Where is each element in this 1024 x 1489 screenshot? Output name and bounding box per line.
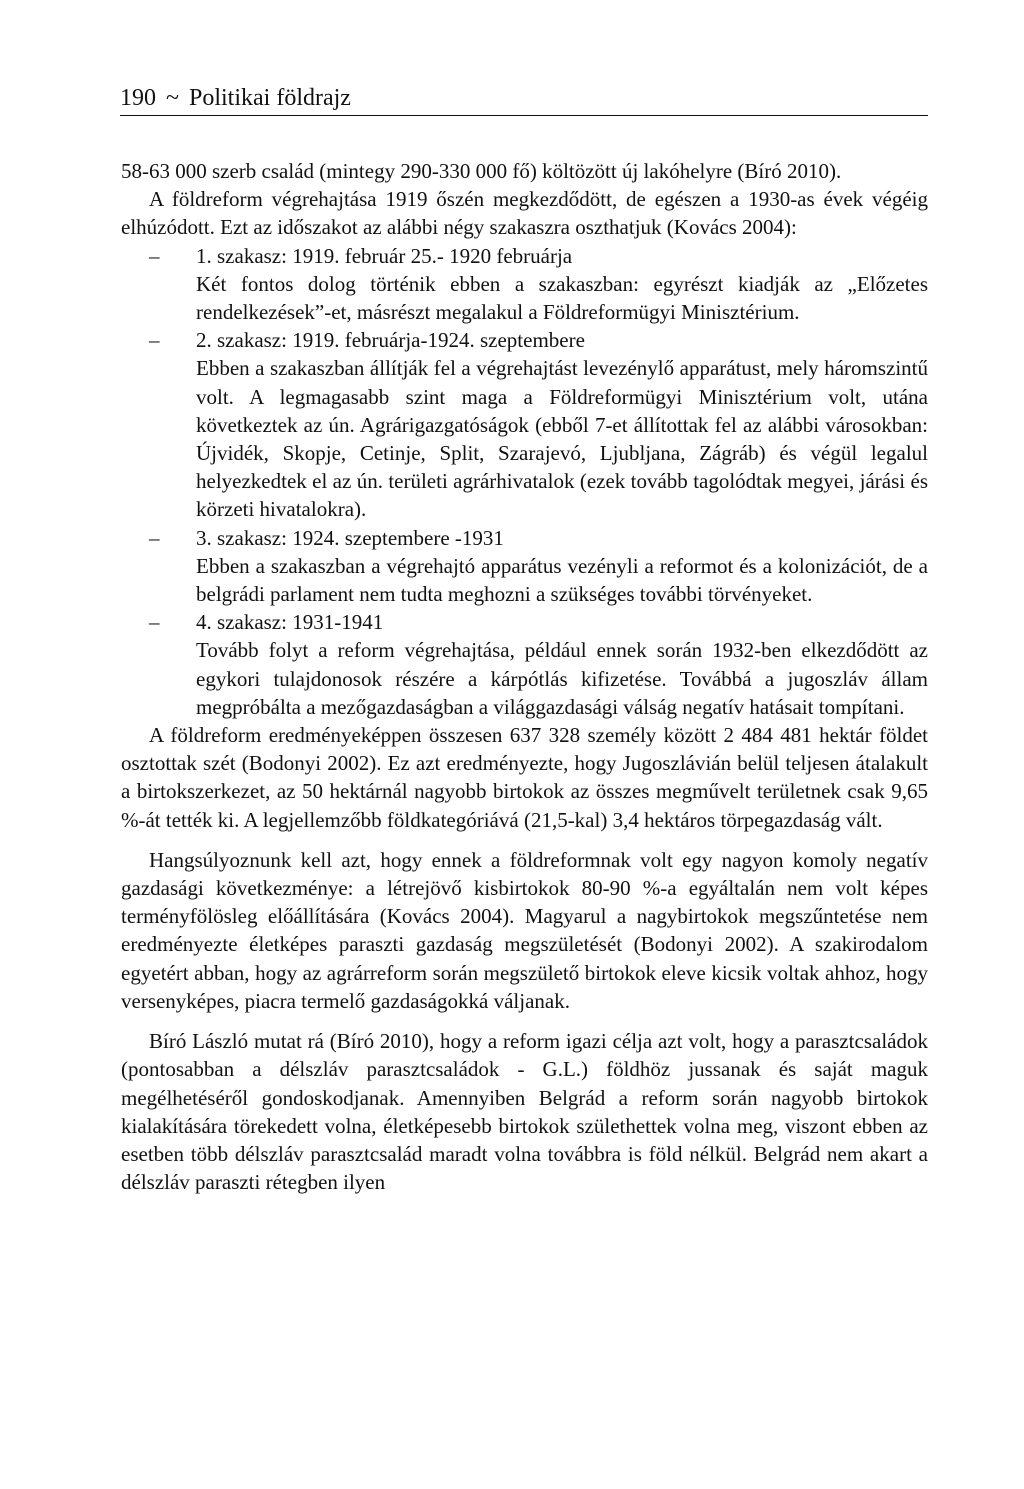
- stage-heading: [121, 524, 928, 552]
- intro-paragraph-land-reform: A földreform végrehajtása 1919 őszén megkezdődött, de egészen a 1930-as évek végéig elhúzódott. Ezt az időszakot az alábbi négy szakaszra oszthatjuk (Kovács 2004):: [121, 187, 928, 240]
- header-separator: ~: [166, 85, 179, 111]
- stage-description: Ebben a szakaszban a végrehajtó apparátus vezényli a reformot és a kolonizációt, de a belgrádi parlament nem tudta meghozni a szükséges további törvényeket.: [196, 553, 928, 607]
- paragraph-biro: Bíró László mutat rá (Bíró 2010), hogy a reform igazi célja azt volt, hogy a parasztcsaládok (pontosabban a délszláv parasztcsaládok - G.L.) földhöz jussanak és saját maguk megélhetéséről gondoskodjanak. Amennyiben Belgrád a reform során nagyobb birtokok kialakítására törekedett volna, életképesebb birtokok születhettek volna meg, viszont ebben az esetben több délszláv parasztcsalád maradt volna továbbra is föld nélkül. Belgrád nem akart a délszláv paraszti rétegben ilyen: [121, 1029, 928, 1195]
- page-number: 190: [120, 85, 156, 111]
- stage-heading: [121, 242, 928, 270]
- stage-description: Két fontos dolog történik ebben a szakaszban: egyrészt kiadják az „Előzetes rendelkezések”-et, másrészt megalakul a Földreformügyi Minisztérium.: [196, 271, 928, 325]
- stage-description: Ebben a szakaszban állítják fel a végrehajtást levezénylő apparátust, mely háromszintű volt. A legmagasabb szint maga a Földreformügyi Minisztérium volt, utána következtek az ún. Agrárigazgatóságok (ebből 7-et állítottak fel az alábbi városokban: Újvidék, Skopje, Cetinje, Split, Szarajevó, Ljubljana, Zágráb) és végül legalul helyezkedtek el az ún. területi agrárhivatalok (ezek tovább tagolódtak megyei, járási és körzeti hivatalokra).: [196, 356, 928, 522]
- running-title: Politikai földrajz: [188, 85, 351, 111]
- list-dash: –: [149, 525, 160, 550]
- list-dash: –: [149, 328, 160, 353]
- stage-heading: [121, 326, 928, 354]
- list-dash: –: [149, 243, 160, 268]
- stage-heading-text: 4. szakasz: 1931-1941: [196, 610, 384, 635]
- stage-description: Tovább folyt a reform végrehajtása, például ennek során 1932-ben elkezdődött az egykori tulajdonosok részére a kárpótlás kifizetése. Továbbá a jugoszláv állam megpróbálta a mezőgazdaságban a világgazdasági válság negatív hatásait tompítani.: [196, 638, 928, 719]
- paragraph-economic-consequence: Hangsúlyoznunk kell azt, hogy ennek a földreformnak volt egy nagyon komoly negatív gazdasági következménye: a létrejövő kisbirtokok 80-90 %-a egyáltalán nem volt képes terményfölösleg előállítására (Kovács 2004). Magyarul a nagybirtokok megszűntetése nem eredményezte életképes paraszti gazdaság megszületését (Bodonyi 2002). A szakirodalom egyetért abban, hogy az agrárreform során megszülető birtokok eleve kicsik voltak ahhoz, hogy versenyképes, piacra termelő gazdaságokká váljanak.: [121, 847, 928, 1013]
- stage-heading-text: 1. szakasz: 1919. február 25.- 1920 februárja: [196, 243, 573, 268]
- stage-heading: [121, 608, 928, 636]
- stage-heading-text: 2. szakasz: 1919. februárja-1924. szeptembere: [196, 328, 585, 353]
- stage-list: [121, 242, 928, 721]
- body-text: [121, 157, 928, 1196]
- list-dash: –: [149, 610, 160, 635]
- paragraph-gap: [121, 834, 928, 846]
- stage-item-3: [121, 524, 928, 609]
- running-header: [120, 83, 928, 116]
- intro-paragraph-continued: 58-63 000 szerb család (mintegy 290-330 000 fő) költözött új lakóhelyre (Bíró 2010).: [121, 159, 842, 183]
- paragraph-gap: [121, 1015, 928, 1027]
- stage-heading-text: 3. szakasz: 1924. szeptembere -1931: [196, 525, 504, 550]
- stage-item-4: [121, 608, 928, 721]
- paragraph-reform-result: A földreform eredményeképpen összesen 637 328 személy között 2 484 481 hektár földet osztottak szét (Bodonyi 2002). Ez azt eredményezte, hogy Jugoszlávián belül teljesen átalakult a birtokszerkezet, az 50 hektárnál nagyobb birtokok az összes megművelt területnek csak 9,65 %-át tették ki. A legjellemzőbb földkategóriává (21,5-kal) 3,4 hektáros törpegazdaság vált.: [121, 723, 928, 832]
- stage-item-2: [121, 326, 928, 523]
- stage-item-1: [121, 242, 928, 327]
